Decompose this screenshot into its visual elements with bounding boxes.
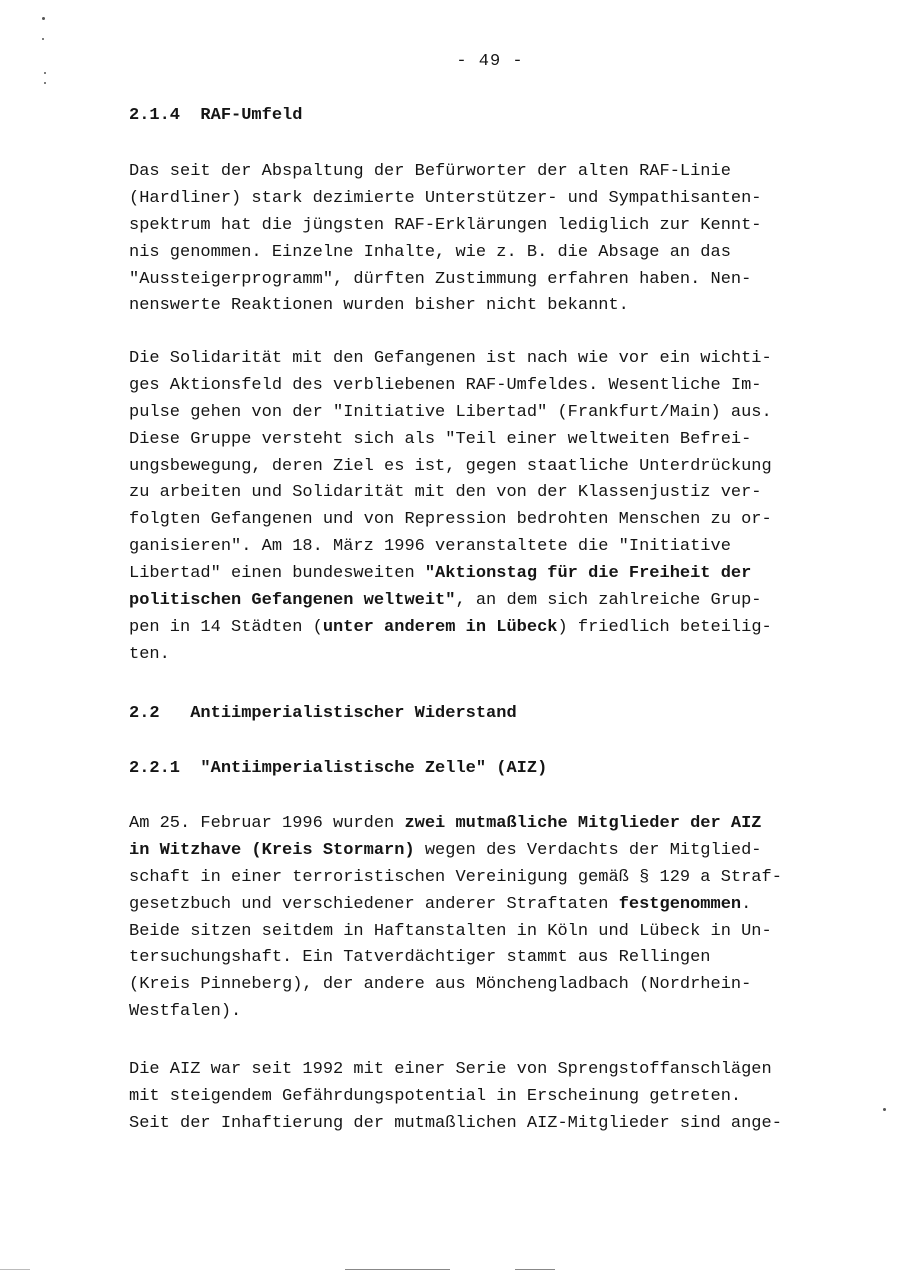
scan-speck [44, 82, 46, 84]
bold-text-segment: festgenommen [618, 894, 742, 914]
text-line: Die Solidarität mit den Gefangenen ist nach wie vor ein wichti- [129, 349, 772, 368]
text-line: Seit der Inhaftierung der mutmaßlichen AIZ-Mitglieder sind ange- [129, 1113, 782, 1133]
paragraph-raf-umfeld-1 [129, 159, 849, 320]
text-segment: pen in 14 Städten ( [129, 617, 323, 637]
text-line [129, 588, 849, 615]
paragraph-aiz-2 [129, 1057, 849, 1138]
scan-speck [883, 1108, 886, 1111]
page-number: - 49 - [456, 52, 524, 71]
bold-text-segment: "Aktionstag für die Freiheit der [424, 564, 752, 584]
text-line: nenswerte Reaktionen wurden bisher nicht bekannt. [129, 296, 629, 316]
paragraph-aiz-1 [129, 811, 849, 1026]
scan-edge-mark [345, 1269, 450, 1270]
text-segment: Libertad" einen bundesweiten [129, 564, 425, 584]
text-line [129, 892, 849, 919]
text-line: zu arbeiten und Solidarität mit den von der Klassenjustiz ver- [129, 483, 762, 503]
text-line: ges Aktionsfeld des verbliebenen RAF-Umfeldes. Wesentliche Im- [129, 375, 762, 395]
text-line: Diese Gruppe versteht sich als "Teil einer weltweiten Befrei- [129, 429, 752, 449]
text-line: ganisieren". Am 18. März 1996 veranstaltete die "Initiative [129, 537, 731, 557]
text-line [129, 561, 849, 588]
text-line: folgten Gefangenen und von Repression bedrohten Menschen zu or- [129, 510, 772, 530]
paragraph-raf-umfeld-2 [129, 346, 849, 669]
scan-edge-mark [515, 1269, 555, 1270]
text-segment: , an dem sich zahlreiche Grup- [455, 591, 762, 611]
section-heading-2-2: 2.2 Antiimperialistischer Widerstand [129, 704, 517, 723]
text-line: pulse gehen von der "Initiative Libertad" (Frankfurt/Main) aus. [129, 402, 772, 422]
section-heading-2-1-4: 2.1.4 RAF-Umfeld [129, 106, 303, 125]
text-line: "Aussteigerprogramm", dürften Zustimmung erfahren haben. Nen- [129, 269, 752, 289]
text-segment: wegen des Verdachts der Mitglied- [414, 840, 762, 860]
text-segment: Am 25. Februar 1996 wurden [129, 814, 405, 833]
bold-text-segment: unter anderem in Lübeck [322, 617, 558, 637]
text-line: Das seit der Abspaltung der Befürworter der alten RAF-Linie [129, 162, 731, 181]
section-heading-2-2-1: 2.2.1 "Antiimperialistische Zelle" (AIZ) [129, 759, 548, 778]
scan-edge-mark [0, 1269, 30, 1270]
text-line [129, 811, 849, 838]
text-line [129, 615, 849, 642]
text-line: nis genommen. Einzelne Inhalte, wie z. B. die Absage an das [129, 242, 731, 262]
text-segment: . [741, 894, 752, 914]
text-line [129, 838, 849, 865]
text-line: schaft in einer terroristischen Vereinigung gemäß § 129 a Straf- [129, 867, 782, 887]
text-line: ungsbewegung, deren Ziel es ist, gegen staatliche Unterdrückung [129, 456, 772, 476]
text-line: Die AIZ war seit 1992 mit einer Serie von Sprengstoffanschlägen [129, 1060, 772, 1079]
text-line: Westfalen). [129, 1002, 242, 1022]
scan-speck [44, 72, 46, 74]
bold-text-segment: zwei mutmaßliche Mitglieder der AIZ [404, 814, 762, 833]
text-segment: ) friedlich beteilig- [557, 617, 772, 637]
text-line: ten. [129, 644, 170, 664]
text-line: Beide sitzen seitdem in Haftanstalten in Köln und Lübeck in Un- [129, 921, 772, 941]
text-line: tersuchungshaft. Ein Tatverdächtiger stammt aus Rellingen [129, 948, 711, 968]
text-line: mit steigendem Gefährdungspotential in Erscheinung getreten. [129, 1086, 742, 1106]
bold-text-segment: in Witzhave (Kreis Stormarn) [129, 840, 415, 860]
text-line: (Kreis Pinneberg), der andere aus Mönchengladbach (Nordrhein- [129, 975, 752, 995]
text-segment: gesetzbuch und verschiedener anderer Straftaten [129, 894, 619, 914]
text-line: spektrum hat die jüngsten RAF-Erklärungen lediglich zur Kennt- [129, 215, 762, 235]
scan-speck [42, 38, 44, 40]
text-line: (Hardliner) stark dezimierte Unterstützer- und Sympathisanten- [129, 188, 762, 208]
bold-text-segment: politischen Gefangenen weltweit" [129, 591, 456, 611]
scan-speck [42, 17, 45, 20]
